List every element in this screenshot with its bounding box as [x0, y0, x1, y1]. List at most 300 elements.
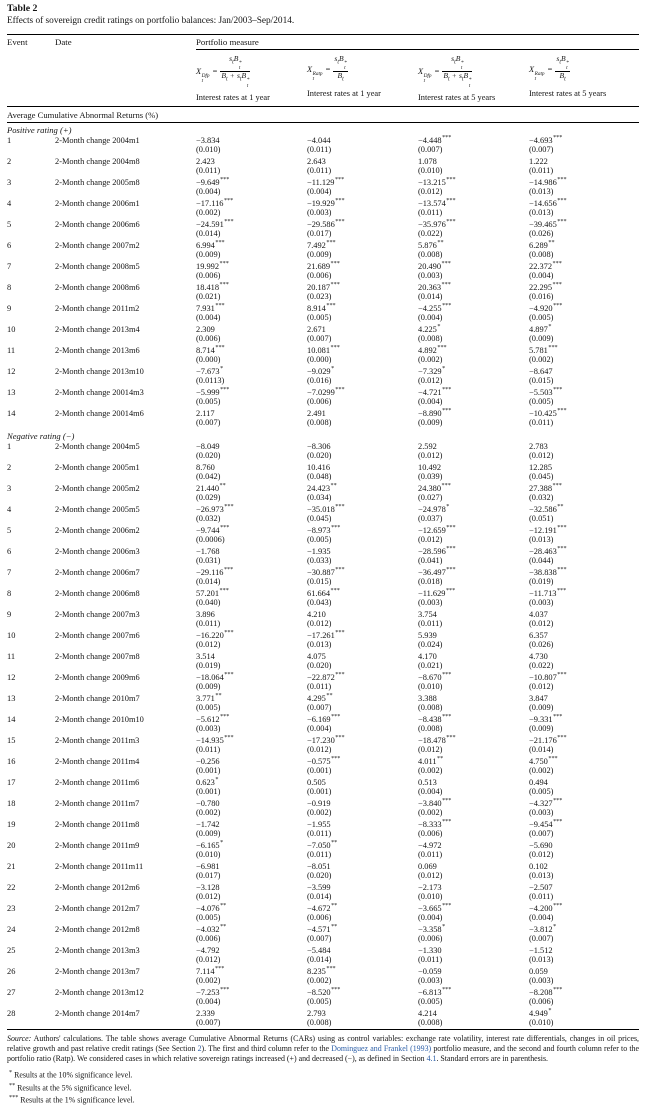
cell-value: 2.339: [196, 1008, 215, 1018]
significance-stars: ***: [441, 260, 451, 268]
table-row: [7, 924, 639, 945]
table-row: [7, 672, 639, 693]
table-row: [7, 693, 639, 714]
cell-standard-error: (0.005): [307, 313, 332, 323]
cell-standard-error: (0.014): [196, 577, 221, 587]
cell-standard-error: (0.009): [418, 418, 443, 428]
cell-value: 4.011**: [418, 755, 444, 766]
event-number: 4: [7, 504, 12, 514]
event-date: 2-Month change 2010m7: [55, 693, 140, 703]
cell-value: −1.330: [418, 945, 442, 955]
event-date: 2-Month change 2004m8: [55, 156, 140, 166]
column-sublabel: Interest rates at 5 years: [529, 88, 607, 98]
cell-standard-error: (0.015): [529, 376, 554, 386]
event-number: 12: [7, 672, 16, 682]
cell-standard-error: (0.012): [529, 682, 554, 692]
value-cell: [418, 525, 529, 546]
value-cell: [196, 483, 307, 504]
significance-stars: ***: [335, 734, 345, 742]
cell-value: 20.490***: [418, 260, 451, 271]
cell-value: −3.840***: [418, 797, 452, 808]
cell-standard-error: (0.009): [196, 250, 221, 260]
value-cell: [196, 798, 307, 819]
cell-value: 7.931***: [196, 302, 225, 313]
cell-standard-error: (0.005): [307, 535, 332, 545]
cell-standard-error: (0.002): [196, 208, 221, 218]
cell-value: −0.256: [196, 756, 220, 766]
value-cell: [418, 693, 529, 714]
significance-stars: ***: [442, 818, 452, 826]
cell-value: −13.574***: [418, 197, 456, 208]
value-cell: [196, 630, 307, 651]
event-number: 19: [7, 819, 16, 829]
event-number: 14: [7, 714, 16, 724]
cell-standard-error: (0.033): [307, 556, 332, 566]
cell-value: 5.876**: [418, 239, 444, 250]
cell-standard-error: (0.048): [307, 472, 332, 482]
cell-value: 4.037: [529, 609, 548, 619]
column-sublabel: Interest rates at 1 year: [307, 88, 381, 98]
cell-value: −3.599: [307, 882, 331, 892]
event-number: 3: [7, 177, 12, 187]
cell-value: −8.306: [307, 441, 331, 451]
cell-standard-error: (0.008): [418, 724, 443, 734]
value-cell: [418, 345, 529, 366]
value-cell: [196, 282, 307, 303]
cell-standard-error: (0.031): [196, 556, 221, 566]
cell-standard-error: (0.018): [418, 577, 443, 587]
cell-standard-error: (0.019): [196, 661, 221, 671]
cell-value: 2.793: [307, 1008, 326, 1018]
cell-standard-error: (0.021): [418, 661, 443, 671]
cell-value: −17.230***: [307, 734, 345, 745]
table-caption: Effects of sovereign credit ratings on portfolio balances: Jan/2003–Sep/2014.: [7, 16, 295, 26]
cell-standard-error: (0.013): [529, 871, 554, 881]
cell-value: −4.076**: [196, 902, 227, 913]
cell-standard-error: (0.004): [196, 187, 221, 197]
cell-standard-error: (0.012): [196, 892, 221, 902]
cell-value: −8.647: [529, 366, 553, 376]
cell-value: −5.690: [529, 840, 553, 850]
cell-value: −6.813***: [418, 986, 452, 997]
cell-standard-error: (0.019): [529, 577, 554, 587]
event-number: 2: [7, 462, 12, 472]
cell-standard-error: (0.004): [307, 187, 332, 197]
value-cell: [196, 945, 307, 966]
cell-standard-error: (0.006): [196, 934, 221, 944]
cell-value: −35.018***: [307, 503, 345, 514]
cell-value: −9.649***: [196, 176, 230, 187]
value-cell: [418, 156, 529, 177]
cell-value: 24.380***: [418, 482, 451, 493]
cell-standard-error: (0.010): [418, 892, 443, 902]
citation-link[interactable]: Dominguez and Frankel (1993): [331, 1044, 432, 1054]
cell-standard-error: (0.010): [529, 1018, 554, 1028]
significance-stars: **: [437, 755, 444, 763]
cell-value: −8.051: [307, 861, 331, 871]
table-row: [7, 777, 639, 798]
event-date: 2-Month change 2011m2: [55, 303, 140, 313]
significance-stars: ***: [224, 629, 234, 637]
value-cell: [307, 945, 418, 966]
event-date: 2-Month change 2013m6: [55, 345, 140, 355]
cell-value: 21.440**: [196, 482, 226, 493]
cell-value: −10.425***: [529, 407, 567, 418]
portfolio-measure-formula: X Dfp t = $s_tB$ * t $B_t + s_tB$ * t: [418, 54, 472, 89]
cell-value: −11.629***: [418, 587, 456, 598]
event-date: 2-Month change 2004m1: [55, 135, 140, 145]
cell-value: −8.438***: [418, 713, 452, 724]
value-cell: [196, 219, 307, 240]
significance-stars: ***: [215, 965, 225, 973]
cell-standard-error: (0.009): [196, 829, 221, 839]
value-cell: [196, 882, 307, 903]
cell-value: 10.416: [307, 462, 331, 472]
cell-value: −32.586**: [529, 503, 564, 514]
citation-link[interactable]: 2: [197, 1044, 202, 1054]
table-row: [7, 261, 639, 282]
cell-value: −0.780: [196, 798, 220, 808]
significance-stars: ***: [442, 986, 452, 994]
value-cell: [418, 219, 529, 240]
value-cell: [196, 924, 307, 945]
cell-value: 7.114***: [196, 965, 225, 976]
cell-standard-error: (0.011): [418, 619, 443, 629]
cell-value: 4.892***: [418, 344, 447, 355]
event-date: 2-Month change 20014m6: [55, 408, 144, 418]
event-date: 2-Month change 2011m11: [55, 861, 144, 871]
significance-stars: ***: [556, 587, 567, 595]
cell-standard-error: (0.012): [418, 187, 443, 197]
value-cell: [307, 714, 418, 735]
value-cell: [418, 651, 529, 672]
footnote-stars-icon: ***: [9, 1094, 19, 1102]
cell-standard-error: (0.007): [196, 1018, 221, 1028]
value-cell: [196, 903, 307, 924]
value-cell: [418, 240, 529, 261]
significance-stars: ***: [220, 386, 230, 394]
cell-value: 10.081***: [307, 344, 340, 355]
cell-value: −8.049: [196, 441, 220, 451]
cell-value: 6.357: [529, 630, 548, 640]
value-cell: [307, 525, 418, 546]
footnote: ** Results at the 5% significance level.: [9, 1081, 132, 1093]
cell-standard-error: (0.041): [418, 556, 443, 566]
cell-standard-error: (0.045): [307, 514, 332, 524]
significance-stars: ***: [557, 524, 567, 532]
significance-stars: ***: [220, 524, 230, 532]
table-row: [7, 756, 639, 777]
significance-stars: *: [442, 365, 446, 373]
cell-standard-error: (0.011): [529, 166, 554, 176]
event-number: 24: [7, 924, 16, 934]
cell-standard-error: (0.011): [196, 619, 221, 629]
cell-value: −4.255***: [418, 302, 452, 313]
cell-value: −4.571**: [307, 923, 338, 934]
table-row: [7, 714, 639, 735]
significance-stars: ***: [326, 302, 336, 310]
portfolio-measure-formula: X Ratp t = $s_tB$ * t $B_t$: [307, 54, 347, 83]
cell-value: −22.872***: [307, 671, 345, 682]
cell-standard-error: (0.039): [418, 472, 443, 482]
value-cell: [418, 777, 529, 798]
table-row: [7, 441, 639, 462]
table-row: [7, 177, 639, 198]
event-number: 13: [7, 693, 16, 703]
cell-value: −8.890***: [418, 407, 452, 418]
event-number: 28: [7, 1008, 16, 1018]
table-row: [7, 198, 639, 219]
value-cell: [196, 651, 307, 672]
value-cell: [196, 198, 307, 219]
value-cell: [196, 735, 307, 756]
table-row: [7, 945, 639, 966]
cell-standard-error: (0.044): [529, 556, 554, 566]
cell-value: −5.999***: [196, 386, 230, 397]
value-cell: [196, 387, 307, 408]
column-header-event: Event: [7, 37, 28, 47]
significance-stars: ***: [445, 587, 456, 595]
cell-value: −18.478***: [418, 734, 456, 745]
cell-standard-error: (0.010): [196, 850, 221, 860]
cell-value: 61.664***: [307, 587, 340, 598]
significance-stars: ***: [335, 503, 345, 511]
significance-stars: **: [331, 923, 338, 931]
cell-standard-error: (0.008): [418, 250, 443, 260]
cell-value: 1.222: [529, 156, 548, 166]
table-row: [7, 987, 639, 1008]
significance-stars: ***: [442, 671, 452, 679]
event-number: 23: [7, 903, 16, 913]
value-cell: [418, 714, 529, 735]
value-cell: [307, 882, 418, 903]
significance-stars: ***: [442, 302, 452, 310]
cell-standard-error: (0.011): [418, 208, 443, 218]
significance-stars: ***: [442, 386, 452, 394]
cell-value: 0.059: [529, 966, 548, 976]
event-date: 2-Month change 2007m6: [55, 630, 140, 640]
value-cell: [529, 882, 639, 903]
event-number: 10: [7, 630, 16, 640]
event-number: 5: [7, 525, 12, 535]
cell-value: 8.714***: [196, 344, 225, 355]
table-row: [7, 567, 639, 588]
significance-stars: ***: [557, 671, 567, 679]
table-row: [7, 387, 639, 408]
cell-value: 4.210: [307, 609, 326, 619]
event-number: 1: [7, 441, 12, 451]
cell-value: −3.812*: [529, 923, 557, 934]
value-cell: [196, 240, 307, 261]
value-cell: [196, 1008, 307, 1030]
portfolio-column-formula: [196, 50, 307, 107]
cell-value: 2.491: [307, 408, 326, 418]
event-date: 2-Month change 2004m5: [55, 441, 140, 451]
cell-standard-error: (0.005): [529, 313, 554, 323]
significance-stars: ***: [446, 545, 456, 553]
cell-standard-error: (0.002): [196, 976, 221, 986]
significance-stars: ***: [330, 344, 340, 352]
cell-standard-error: (0.012): [418, 376, 443, 386]
value-cell: [418, 630, 529, 651]
table-row: [7, 588, 639, 609]
cell-standard-error: (0.010): [418, 682, 443, 692]
value-cell: [529, 303, 639, 324]
value-cell: [418, 282, 529, 303]
event-number: 16: [7, 756, 16, 766]
significance-stars: ***: [223, 197, 234, 205]
cell-standard-error: (0.051): [529, 514, 554, 524]
value-cell: [529, 798, 639, 819]
value-cell: [529, 861, 639, 882]
cell-value: −7.673*: [196, 365, 224, 376]
value-cell: [196, 840, 307, 861]
cell-value: −19.929***: [307, 197, 345, 208]
event-date: 2-Month change 2008m5: [55, 261, 140, 271]
significance-stars: ***: [220, 176, 230, 184]
significance-stars: ***: [553, 818, 563, 826]
cell-value: −26.973***: [196, 503, 234, 514]
cell-value: 3.771**: [196, 692, 222, 703]
significance-stars: *: [220, 839, 224, 847]
cell-value: −12.191***: [529, 524, 567, 535]
event-number: 10: [7, 324, 16, 334]
table-row: [7, 156, 639, 177]
cell-standard-error: (0.011): [529, 418, 554, 428]
footnote-stars-icon: *: [9, 1068, 13, 1076]
cell-value: 22.372***: [529, 260, 562, 271]
event-date: 2-Month change 2007m3: [55, 609, 140, 619]
value-cell: [529, 462, 639, 483]
cell-value: −3.834: [196, 135, 220, 145]
event-number: 25: [7, 945, 16, 955]
cell-standard-error: (0.000): [307, 355, 332, 365]
value-cell: [307, 324, 418, 345]
value-cell: [418, 903, 529, 924]
value-cell: [307, 261, 418, 282]
table-row: [7, 462, 639, 483]
table-header: [7, 35, 639, 107]
significance-stars: *: [437, 323, 441, 331]
source-text: ). The first and third column refer to the: [201, 1044, 332, 1054]
citation-link[interactable]: 4.1: [426, 1054, 437, 1064]
cell-standard-error: (0.024): [418, 640, 443, 650]
value-cell: [529, 966, 639, 987]
significance-stars: ***: [441, 482, 451, 490]
cell-value: −5.612***: [196, 713, 230, 724]
cell-value: −8.973***: [307, 524, 341, 535]
cell-standard-error: (0.005): [529, 397, 554, 407]
value-cell: [529, 609, 639, 630]
event-number: 9: [7, 303, 12, 313]
cell-value: −12.659***: [418, 524, 456, 535]
cell-standard-error: (0.020): [307, 661, 332, 671]
table-row: [7, 525, 639, 546]
value-cell: [418, 462, 529, 483]
significance-stars: ***: [330, 281, 340, 289]
cell-value: 0.623*: [196, 776, 219, 787]
significance-stars: **: [220, 902, 227, 910]
event-date: 2-Month change 2006m7: [55, 567, 140, 577]
cell-value: −7.329*: [418, 365, 446, 376]
value-cell: [196, 504, 307, 525]
value-cell: [307, 819, 418, 840]
significance-stars: *: [446, 503, 450, 511]
event-number: 6: [7, 240, 12, 250]
cell-standard-error: (0.011): [307, 682, 332, 692]
event-date: 2-Month change 2007m2: [55, 240, 140, 250]
cell-standard-error: (0.027): [418, 493, 443, 503]
value-cell: [196, 756, 307, 777]
value-cell: [307, 903, 418, 924]
cell-standard-error: (0.004): [529, 913, 554, 923]
cell-standard-error: (0.005): [418, 997, 443, 1007]
cell-standard-error: (0.021): [196, 292, 221, 302]
cell-value: 10.492: [418, 462, 442, 472]
significance-stars: ***: [441, 281, 451, 289]
value-cell: [529, 588, 639, 609]
event-date: 2-Month change 2011m8: [55, 819, 140, 829]
cell-standard-error: (0.003): [418, 598, 443, 608]
event-date: 2-Month change 2011m4: [55, 756, 140, 766]
value-cell: [196, 966, 307, 987]
event-number: 5: [7, 219, 12, 229]
value-cell: [529, 714, 639, 735]
cell-standard-error: (0.017): [307, 229, 332, 239]
event-date: 2-Month change 2012m7: [55, 903, 140, 913]
significance-stars: **: [548, 239, 555, 247]
value-cell: [529, 924, 639, 945]
table-row: [7, 651, 639, 672]
value-cell: [307, 546, 418, 567]
cell-value: −5.484: [307, 945, 331, 955]
cell-value: 4.750***: [529, 755, 558, 766]
significance-stars: ***: [553, 302, 563, 310]
significance-stars: ***: [224, 734, 234, 742]
table-row: [7, 546, 639, 567]
cell-standard-error: (0.022): [418, 229, 443, 239]
cell-standard-error: (0.008): [418, 334, 443, 344]
cell-standard-error: (0.042): [196, 472, 221, 482]
value-cell: [307, 567, 418, 588]
cell-standard-error: (0.007): [529, 829, 554, 839]
cell-value: 3.847: [529, 693, 548, 703]
value-cell: [529, 366, 639, 387]
cell-standard-error: (0.004): [196, 313, 221, 323]
value-cell: [418, 966, 529, 987]
column-header-date: Date: [55, 37, 72, 47]
value-cell: [418, 882, 529, 903]
value-cell: [418, 840, 529, 861]
value-cell: [307, 408, 418, 429]
cell-standard-error: (0.003): [418, 271, 443, 281]
cell-value: −3.665***: [418, 902, 452, 913]
significance-stars: ***: [335, 218, 345, 226]
value-cell: [307, 135, 418, 156]
significance-footnotes: [7, 1068, 639, 1106]
cell-value: 8.235***: [307, 965, 336, 976]
cell-standard-error: (0.005): [307, 997, 332, 1007]
significance-stars: ***: [557, 734, 567, 742]
cell-value: −17.116***: [196, 197, 234, 208]
cell-value: 4.730: [529, 651, 548, 661]
cell-standard-error: (0.001): [196, 787, 221, 797]
table-row: [7, 798, 639, 819]
cell-standard-error: (0.012): [418, 535, 443, 545]
significance-stars: ***: [442, 407, 452, 415]
cell-standard-error: (0.040): [196, 598, 221, 608]
cell-standard-error: (0.002): [418, 766, 443, 776]
